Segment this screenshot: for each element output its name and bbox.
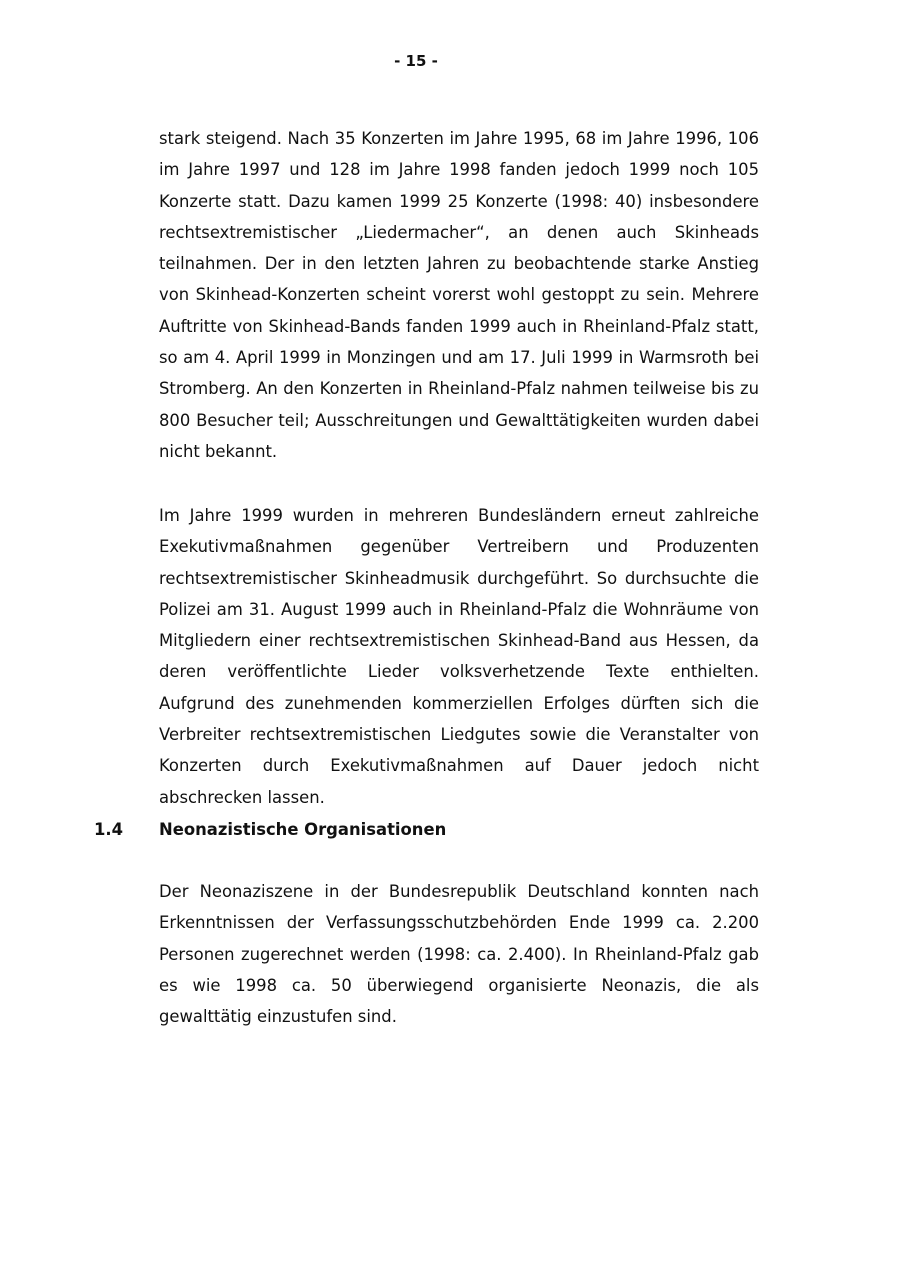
paragraph-neonazi-scene: Der Neonaziszene in der Bundesrepublik Deutschland konnten nach Erkenntnissen der Verfassungsschutzbehörden Ende 1999 ca. 2.200 Personen zugerechnet werden (1998: ca. 2.400). In Rheinland-Pfalz gab es wie 1998 ca. 50 überwiegend organisierte Neonazis, die als gewalttätig einzustufen sind.: [159, 882, 759, 1027]
page-number: - 15 -: [394, 52, 438, 70]
paragraph-executive-measures: Im Jahre 1999 wurden in mehreren Bundesländern erneut zahlreiche Exekutivmaßnahmen gegenüber Vertreibern und Produzenten rechtsextremistischer Skinheadmusik durchgeführt. So durchsuchte die Polizei am 31. August 1999 auch in Rheinland-Pfalz die Wohnräume von Mitgliedern einer rechtsextremistischen Skinhead-Band aus Hessen, da deren veröffentlichte Lieder volksverhetzende Texte enthielten. Aufgrund des zunehmenden kommerziellen Erfolges dürften sich die Verbreiter rechtsextremistischen Liedgutes sowie die Veranstalter von Konzerten durch Exekutivmaßnahmen auf Dauer jedoch nicht abschrecken lassen.: [159, 506, 759, 807]
section-title: Neonazistische Organisationen: [159, 820, 447, 839]
section-heading: [94, 814, 760, 845]
section-number: 1.4: [94, 820, 124, 839]
paragraph-skinhead-concerts: stark steigend. Nach 35 Konzerten im Jahre 1995, 68 im Jahre 1996, 106 im Jahre 1997 und 128 im Jahre 1998 fanden jedoch 1999 noch 105 Konzerte statt. Dazu kamen 1999 25 Konzerte (1998: 40) insbesondere rechtsextremistischer „Liedermacher“, an denen auch Skinheads teilnahmen. Der in den letzten Jahren zu beobachtende starke Anstieg von Skinhead-Konzerten scheint vorerst wohl gestoppt zu sein. Mehrere Auftritte von Skinhead-Bands fanden 1999 auch in Rheinland-Pfalz statt, so am 4. April 1999 in Monzingen und am 17. Juli 1999 in Warmsroth bei Stromberg. An den Konzerten in Rheinland-Pfalz nahmen teilweise bis zu 800 Besucher teil; Ausschreitungen und Gewalttätigkeiten wurden dabei nicht bekannt.: [159, 129, 759, 461]
